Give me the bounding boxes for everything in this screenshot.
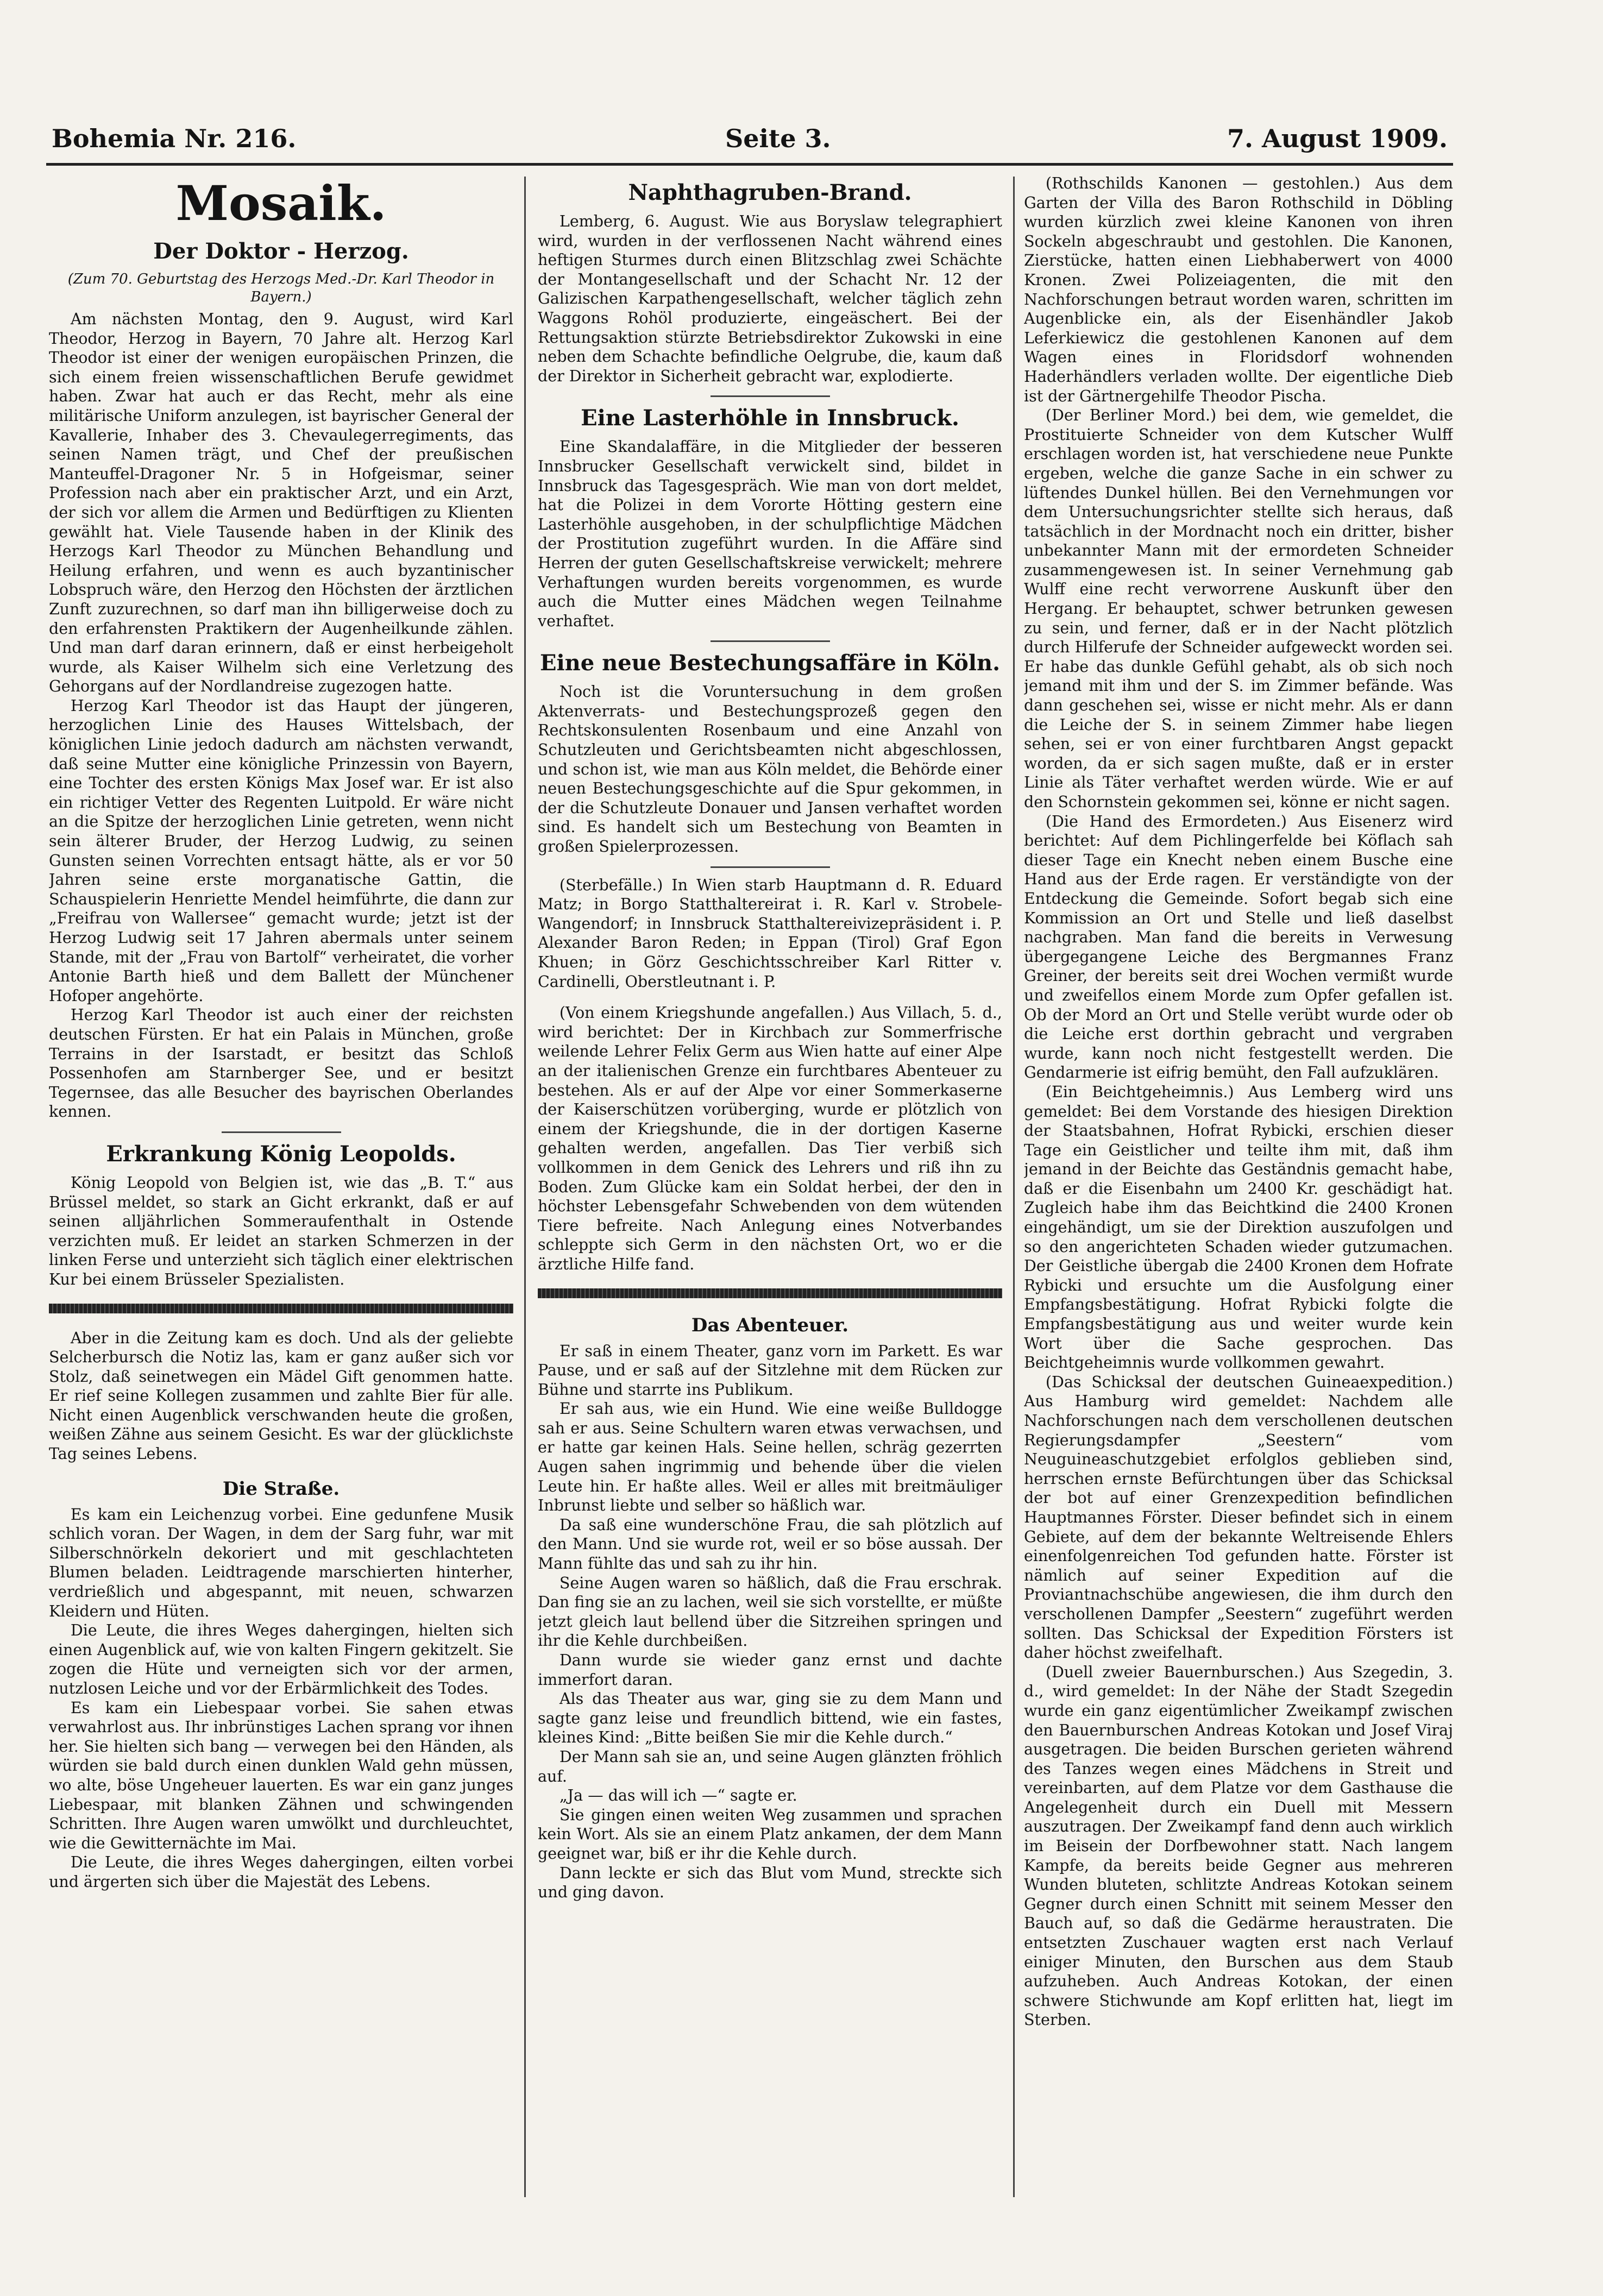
article-title-abenteuer: Das Abenteuer. <box>691 1314 849 1336</box>
news-item-hand: (Die Hand des Ermordeten.) Aus Eisenerz wird berichtet: Auf dem Pichlingerfelde bei Köflach sah dieser Tage ein Knecht neben einem Busche eine Hand aus der Erde ragen. Er verständigte von der Entdeckung die Gemeinde. Sofort begab sich eine Kommission an Ort und Stelle und ließ daselbst nachgraben. Man fand die bereits in Verwesung übergegangene Leiche des Bergmannes Franz Greiner, der bereits seit drei Wochen vermißt wurde und zweifellos einem Morde zum Opfer gefallen ist. Ob der Mord an Ort und Stelle verübt wurde oder ob die Leiche erst dorthin gebracht und vergraben wurde, kann noch nicht festgestellt werden. Die Gendarmerie ist eifrig bemüht, den Fall aufzuklären. <box>1024 812 1453 1082</box>
article-paragraph: Am nächsten Montag, den 9. August, wird Karl Theodor, Herzog in Bayern, 70 Jahre alt. Herzog Karl Theodor ist einer der wenigen europäischen Prinzen, die sich einem freien wissenschaftlichen Berufe gewidmet haben. Zwar hat auch er das Recht, mehr als eine militärische Uniform anzulegen, ist bayrischer General der Kavallerie, Inhaber des 3. Chevaulegerregiments, das seinen Namen trägt, und Chef der preußischen Manteuffel-Dragoner Nr. 5 in Hofgeismar, seiner Profession nach aber ein praktischer Arzt, und ein Arzt, der sich vor allem die Armen und Bedürftigen zu Klienten gewählt hat. Viele Tausende haben in der Klinik des Herzogs Karl Theodor zu München Behandlung und Heilung erfahren, und wenn es auch byzantinischer Lobspruch wäre, den Herzog den Höchsten der ärztlichen Zunft zuzurechnen, so darf man ihn billigerweise doch zu den erfahrensten Praktikern der Augenheilkunde zählen. Und man darf daran erinnern, daß er einst herbeigeholt wurde, als Kaiser Wilhelm sich eine Verletzung des Gehorgans auf der Nordlandreise zugezogen hatte. <box>49 310 513 696</box>
article-paragraph: Herzog Karl Theodor ist auch einer der reichsten deutschen Fürsten. Er hat ein Palais in München, große Terrains in der Isarstadt, er besitzt das Schloß Possenhofen am Starnberger See, und er besitzt Tegernsee, das alle Besucher des bayrischen Oberlandes kennen. <box>49 1006 513 1121</box>
article-paragraph: Da saß eine wunderschöne Frau, die sah plötzlich auf den Mann. Und sie wurde rot, weil er so böse aussah. Der Mann fühlte das und sah zu ihr hin. <box>538 1515 1002 1573</box>
article-title-laster: Eine Lasterhöhle in Innsbruck. <box>581 405 959 431</box>
article-title-koeln: Eine neue Bestechungsaffäre in Köln. <box>539 650 1000 676</box>
article-paragraph: Es kam ein Leichenzug vorbei. Eine gedunfene Musik schlich voran. Der Wagen, in dem der Sarg fuhr, war mit Silberschnörkeln dekoriert und mit geschlachteten Blumen beladen. Leidtragende marschierten hinterher, verdrießlich und abgespannt, mit neuen, schwarzen Kleidern und Hüten. <box>49 1505 513 1620</box>
article-paragraph: Die Leute, die ihres Weges dahergingen, hielten sich einen Augenblick auf, wie von kalten Fingern gekitzelt. Sie zogen die Hüte und verneigten sich vor der armen, nutzlosen Leiche und vor der Erbärmlichkeit des Todes. <box>49 1621 513 1697</box>
article-paragraph: Noch ist die Voruntersuchung in dem großen Aktenverrats- und Bestechungsprozeß gegen den Rechtskonsulenten Rosenbaum und eine Anzahl von Schutzleuten und Gerichtsbeamten nicht abgeschlossen, und schon ist, wie man aus Köln meldet, die Behörde einer neuen Bestechungsgeschichte auf die Spur gekommen, in der die Schutzleute Donauer und Jansen verhaftet worden sind. Es handelt sich um Bestechung von Beamten in großen Spielerprozessen. <box>538 683 1002 856</box>
article-paragraph: Eine Skandalaffäre, in die Mitglieder der besseren Innsbrucker Gesellschaft verwickelt sind, bildet in Innsbruck das Tagesgespräch. Wie man von dort meldet, hat die Polizei in dem Vororte Hötting gestern eine Lasterhöhle ausgehoben, in der schulpflichtige Mädchen der Prostitution zugeführt wurden. In die Affäre sind Herren der guten Gesellschaftskreise verwickelt; mehrere Verhaftungen wurden bereits vorgenommen, es wurde auch die Mutter eines Mädchen wegen Teilnahme verhaftet. <box>538 438 1002 630</box>
news-item-berliner-mord: (Der Berliner Mord.) bei dem, wie gemeldet, die Prostituierte Schneider von dem Kutscher Wulff erschlagen worden ist, hat verschiedene neue Punkte ergeben, welche die ganze Sache in ein schwer zu lüftendes Dunkel hüllen. Bei den Vernehmungen vor dem Untersuchungsrichter stellte sich heraus, daß tatsächlich in der Mordnacht noch ein dritter, bisher unbekannter Mann mit der ermordeten Schneider zusammengewesen ist. In seiner Vernehmung gab Wulff eine recht verworrene Auskunft über den Hergang. Er behauptet, schwer betrunken gewesen zu sein, und ferner, daß er in der Nacht plötzlich durch Hilferufe der Schneider aufgeweckt worden sei. Er habe das dunkle Gefühl gehabt, als ob sich noch jemand mit ihm und der S. im Zimmer befände. Was dann geschehen sei, wisse er nicht mehr. Als er dann die Leiche der S. in seinem Zimmer habe liegen sehen, sei er von einer furchtbaren Angst gepackt worden, da er sich sagen mußte, daß er in erster Linie als Täter verhaftet werden würde. Wie er auf den Schornstein gekommen sei, könne er nicht sagen. <box>1024 406 1453 811</box>
article-paragraph: Der Mann sah sie an, und seine Augen glänzten fröhlich auf. <box>538 1747 1002 1785</box>
news-item-duell: (Duell zweier Bauernburschen.) Aus Szegedin, 3. d., wird gemeldet: In der Nähe der Stadt Szegedin wurde ein ganz eigentümlicher Zweikampf zwischen den Bauernburschen Andreas Kotokan und Josef Viraj ausgetragen. Die beiden Burschen gerieten während des Tanzes wegen eines Mädchens in Streit und vereinbarten, auf dem Platze vor dem Gasthause die Angelegenheit durch ein Duell mit Messern auszutragen. Der Zweikampf fand denn auch wirklich im Beisein der Dorfbewohner statt. Nach langem Kampfe, da bereits beide Gegner aus mehreren Wunden bluteten, schlitzte Andreas Kotokan seinem Gegner durch einen Schnitt mit seinem Messer den Bauch auf, so daß die Gedärme heraustraten. Die entsetzten Zuschauer wagten erst nach Verlauf einiger Minuten, den Burschen aus dem Staub aufzuheben. Auch Andreas Kotokan, der einen schwere Stichwunde am Kopf erlitten hat, liegt im Sterben. <box>1024 1663 1453 2029</box>
article-paragraph: Seine Augen waren so häßlich, daß die Frau erschrak. Dan fing sie an zu lachen, weil sie sich vorstellte, er müßte jetzt gleich laut bellend über die Sitzreihen springen und ihr die Kehle durchbeißen. <box>538 1574 1002 1650</box>
column-2 <box>538 174 1002 2216</box>
news-item-kriegshund: (Von einem Kriegshunde angefallen.) Aus Villach, 5. d., wird berichtet: Der in Kirchbach zur Sommerfrische weilende Lehrer Felix Germ aus Wien hatte auf einer Alpe an der italienischen Grenze ein furchtbares Abenteuer zu bestehen. Als er auf der Alpe vor einer Sommerkaserne der Kaiserschützen vorüberging, wurde er plötzlich von einem der Kriegshunde, die in der dortigen Kaserne gehalten werden, angefallen. Das Tier verbiß sich vollkommen in dem Genick des Lehrers und riß ihn zu Boden. Zum Glücke kam ein Soldat herbei, der den in höchster Lebensgefahr Schwebenden von dem wütenden Tiere befreite. Nach Anlegung eines Notverbandes schleppte sich Germ in den nächsten Ort, wo er die ärztliche Hilfe fand. <box>538 1004 1002 1273</box>
article-subtitle: (Zum 70. Geburtstag des Herzogs Med.-Dr. Karl Theodor in Bayern.) <box>67 271 495 305</box>
feuilleton-rule <box>538 1288 1002 1298</box>
page-header <box>52 124 1448 156</box>
news-item-beichtgeheimnis: (Ein Beichtgeheimnis.) Aus Lemberg wird uns gemeldet: Bei dem Vorstande des hiesigen Direktion der Staatsbahnen, Hofrat Rybicki, erschien dieser Tage ein Geistlicher und teilte ihm mit, daß ihm jemand in der Beichte das Geständnis gemacht habe, daß er die Eisenbahn um 2400 Kr. geschädigt hat. Zugleich habe ihm das Beichtkind die 2400 Kronen eingehändigt, um sie der Direktion auszufolgen und so den angerichteten Schaden wieder gutzumachen. Der Geistliche übergab die 2400 Kronen dem Hofrate Rybicki und ersuchte um die Ausfolgung einer Empfangsbestätigung. Hofrat Rybicki folgte die Empfangsbestätigung aus und weiter wurde kein Wort über die Sache gesprochen. Das Beichtgeheimnis wurde vollkommen gewahrt. <box>1024 1083 1453 1372</box>
article-paragraph: Die Leute, die ihres Weges dahergingen, eilten vorbei und ärgerten sich über die Majestät des Lebens. <box>49 1853 513 1891</box>
article-paragraph: Als das Theater aus war, ging sie zu dem Mann und sagte ganz leise und freundlich bittend, wie ein fastes, kleines Kind: „Bitte beißen Sie mir die Kehle durch.“ <box>538 1690 1002 1747</box>
feuilleton-rule <box>49 1304 513 1313</box>
issue-date: 7. August 1909. <box>1227 124 1448 153</box>
divider <box>222 1131 341 1133</box>
article-title-naphta: Naphthagruben-Brand. <box>628 180 912 205</box>
column-divider <box>1013 177 1015 2197</box>
news-item-rothschild: (Rothschilds Kanonen — gestohlen.) Aus dem Garten der Villa des Baron Rothschild in Döbling wurden kürzlich zwei kleine Kanonen von ihren Sockeln abgeschraubt und gestohlen. Die Kanonen, Zierstücke, hatten einen Liebhaberwert von 4000 Kronen. Zwei Polizeiagenten, die mit den Nachforschungen betraut worden waren, schritten im Augenblicke ein, als der Eisenhändler Jakob Leferkiewicz die gestohlenen Kanonen auf dem Wagen eines in Floridsdorf wohnenden Haderhändlers verladen wollte. Der eigentliche Dieb ist der Gärtnergehilfe Theodor Pischa. <box>1024 174 1453 405</box>
article-paragraph: König Leopold von Belgien ist, wie das „B. T.“ aus Brüssel meldet, so stark an Gicht erkrankt, daß er auf seinen alljährlichen Sommeraufenthalt in Ostende verzichten muß. Er leidet an starken Schmerzen in der linken Ferse und unterzieht sich täglich einer elektrischen Kur bei einem Brüsseler Spezialisten. <box>49 1173 513 1288</box>
article-paragraph: Es kam ein Liebespaar vorbei. Sie sahen etwas verwahrlost aus. Ihr inbrünstiges Lachen sprang vor ihnen her. Sie hielten sich bang — verwegen bei den Händen, als würden sie bald durch einen dunklen Wald gehn müssen, wo alte, böse Ungeheuer lauerten. Es war ein ganz junges Liebespaar, mit blanken Zähnen und schwingenden Schritten. Ihre Augen waren umwölkt und durchleuchtet, wie die Gewitternächte im Mai. <box>49 1699 513 1852</box>
article-paragraph: „Ja — das will ich —“ sagte er. <box>559 1787 797 1805</box>
article-paragraph: Aber in die Zeitung kam es doch. Und als der geliebte Selcherbursch die Notiz las, kam er ganz außer sich vor Stolz, daß seinetwegen ein Mädel Gift genommen hatte. Er rief seine Kollegen zusammen und zahlte Bier für alle. Nicht einen Augenblick verschwanden heute die großen, weißen Zähne aus seinem Gesicht. Es war der glücklichste Tag seines Lebens. <box>49 1329 513 1463</box>
divider <box>711 640 830 642</box>
section-title: Mosaik. <box>175 175 387 231</box>
article-paragraph: Dann leckte er sich das Blut vom Mund, streckte sich und ging davon. <box>538 1864 1002 1902</box>
column-divider <box>524 177 526 2197</box>
divider <box>711 395 830 397</box>
article-title-strasse: Die Straße. <box>222 1477 340 1500</box>
news-item-sterbefaelle: (Sterbefälle.) In Wien starb Hauptmann d. R. Eduard Matz; in Borgo Statthaltereirat i. R. Karl v. Strobele-Wangendorf; in Innsbruck Statthaltereivizepräsident i. P. Alexander Baron Reden; in Eppan (Tirol) Graf Egon Khuen; in Görz Geschichtsschreiber Karl Ritter v. Cardinelli, Oberstleutnant i. P. <box>538 876 1002 991</box>
article-paragraph: Er saß in einem Theater, ganz vorn im Parkett. Es war Pause, und er saß auf der Sitzlehne mit dem Rücken zur Bühne und starrte ins Publikum. <box>538 1342 1002 1399</box>
article-title-leopold: Erkrankung König Leopolds. <box>106 1141 456 1167</box>
article-title-doktor: Der Doktor - Herzog. <box>153 238 409 264</box>
article-paragraph: Er sah aus, wie ein Hund. Wie eine weiße Bulldogge sah er aus. Seine Schultern waren etwas verwachsen, und er hatte gar keinen Hals. Seine hellen, schräg gezerrten Augen sahen ingrimmig und behende über die vielen Leute hin. Er haßte alles. Weil er alles mit breitmäuliger Inbrunst liebte und selber so häßlich war. <box>538 1400 1002 1515</box>
column-1 <box>49 174 513 2216</box>
issue-number: Bohemia Nr. 216. <box>52 124 297 153</box>
header-rule <box>46 163 1453 166</box>
divider <box>711 866 830 868</box>
column-3 <box>1024 174 1453 2216</box>
article-paragraph: Sie gingen einen weiten Weg zusammen und sprachen kein Wort. Als sie an einem Platz ankamen, der dem Mann geeignet war, biß er ihr die Kehle durch. <box>538 1806 1002 1863</box>
article-paragraph: Dann wurde sie wieder ganz ernst und dachte immerfort daran. <box>538 1651 1002 1689</box>
news-item-guineaexpedition: (Das Schicksal der deutschen Guineaexpedition.) Aus Hamburg wird gemeldet: Nachdem alle Nachforschungen nach dem verschollenen deutschen Regierungsdampfer „Seestern“ vom Neuguineaschutzgebiet erfolglos geblieben sind, herrschen ernste Befürchtungen über das Schicksal der bot auf einer Grenzexpedition befindlichen Hauptmannes Förster. Dieser befindet sich in einem Gebiete, auf dem der bekannte Weltreisende Ehlers einenfolgenreichen Tod gefunden hatte. Förster ist nämlich auf seiner Expedition auf die Proviantnachschübe angewiesen, die ihm durch den verschollenen Dampfer „Seestern“ zugeführt werden sollten. Das Schicksal der Expedition Försters ist daher höchst zweifelhaft. <box>1024 1373 1453 1662</box>
page-number: Seite 3. <box>725 124 831 153</box>
article-paragraph: Herzog Karl Theodor ist das Haupt der jüngeren, herzoglichen Linie des Hauses Wittelsbach, der königlichen Linie jedoch dadurch am nächsten verwandt, daß seine Mutter eine königliche Prinzessin von Bayern, eine Tochter des ersten Königs Max Josef war. Er ist also ein richtiger Vetter des Regenten Luitpold. Er wäre nicht an die Spitze der herzoglichen Linie getreten, wenn nicht sein älterer Bruder, der Herzog Ludwig, zu seinen Gunsten seinen Vorrechten entsagt hätte, als er vor 50 Jahren seine erste morganatische Gattin, die Schauspielerin Henriette Mendel heimführte, die dann zur „Freifrau von Wallersee“ gemacht wurde; jetzt ist der Herzog Ludwig seit 17 Jahren abermals unter seinem Stande, mit der „Frau von Bartolf“ verheiratet, die vorher Antonie Barth hieß und dem Ballett der Münchener Hofoper angehörte. <box>49 696 513 1005</box>
article-paragraph: Lemberg, 6. August. Wie aus Boryslaw telegraphiert wird, wurden in der verflossenen Nacht während eines heftigen Sturmes durch einen Blitzschlag zwei Schächte der Montangesellschaft und der Schacht Nr. 12 der Galizischen Karpathengesellschaft, welcher täglich zehn Waggons Rohöl produzierte, eingeäschert. Bei der Rettungsaktion stürzte Betriebsdirektor Zukowski in eine neben dem Schachte befindliche Oelgrube, die, kaum daß der Direktor in Sicherheit gebracht war, explodierte. <box>538 212 1002 385</box>
